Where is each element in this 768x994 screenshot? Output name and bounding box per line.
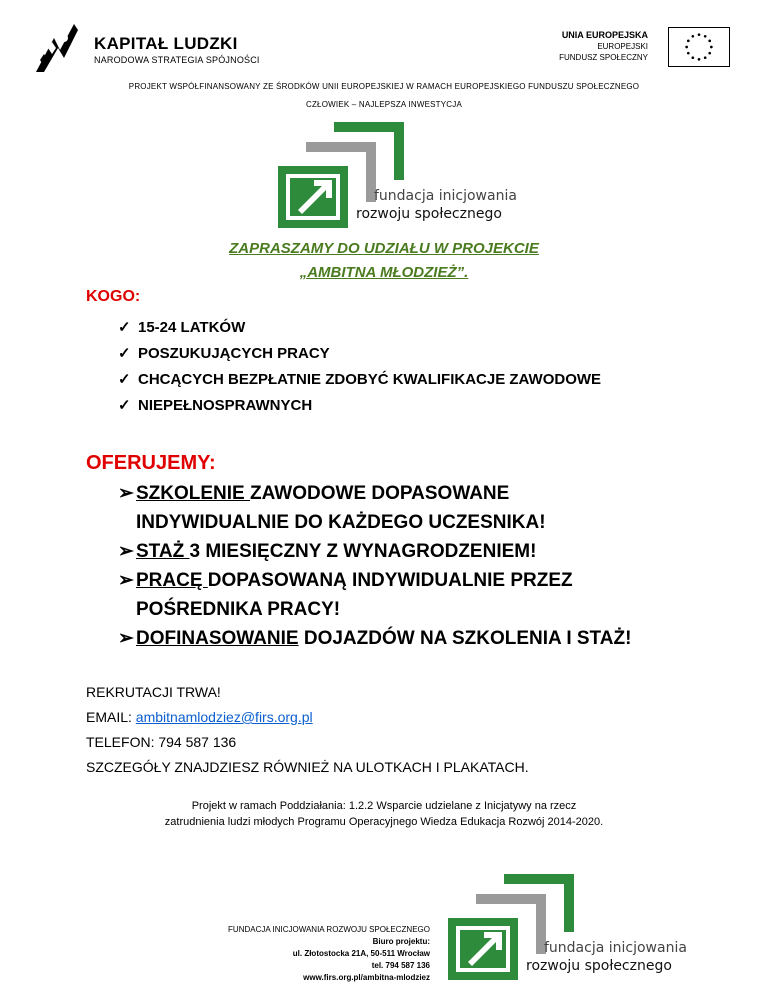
kapital-ludzki-subtitle: NARODOWA STRATEGIA SPÓJNOŚCI xyxy=(94,55,260,65)
eu-star-icon xyxy=(687,52,690,55)
fundacja-logo-bottom xyxy=(446,870,706,982)
project-note: Projekt w ramach Poddziałania: 1.2.2 Wsparcie udzielane z Inicjatywy na rzecz zatrudnienia ludzi młodych Programu Operacyjnego Wiedza Edukacja Rozwój 2014-2020. xyxy=(164,800,604,828)
eu-star-icon xyxy=(687,39,690,42)
offer-item-training: ➢ SZKOLENIE ZAWODOWE DOPASOWANE INDYWIDUALNIE DO KAŻDEGO UCZESNIKA! xyxy=(118,479,678,537)
eu-star-icon xyxy=(685,46,688,49)
invite-line-1: ZAPRASZAMY DO UDZIAŁU W PROJEKCIE xyxy=(229,240,539,257)
fundacja-logo-top xyxy=(276,118,536,230)
kapital-ludzki-title: KAPITAŁ LUDZKI xyxy=(94,34,238,53)
logo-line-2: rozwoju społecznego xyxy=(526,958,672,974)
eu-star-icon xyxy=(708,52,711,55)
offer-heading: OFERUJEMY: xyxy=(86,452,216,474)
kapital-ludzki-logo-icon xyxy=(34,18,80,74)
list-item: ✓ POSZUKUJĄCYCH PRACY xyxy=(118,345,330,362)
eu-title: UNIA EUROPEJSKA xyxy=(561,30,648,40)
check-icon: ✓ xyxy=(118,371,131,388)
email-line: EMAIL: ambitnamlodziez@firs.org.pl xyxy=(86,709,313,725)
logo-line-1: fundacja inicjowania xyxy=(544,940,687,956)
arrow-bullet-icon: ➢ xyxy=(118,628,134,649)
offer-item-commute: ➢ DOFINASOWANIE DOJAZDÓW NA SZKOLENIA I STAŻ! xyxy=(118,624,678,653)
eu-line-2: FUNDUSZ SPOŁECZNY xyxy=(559,53,648,62)
eu-flag-icon xyxy=(668,27,730,67)
eu-star-icon xyxy=(691,35,694,38)
list-item: ✓ NIEPEŁNOSPRAWNYCH xyxy=(118,397,313,414)
invite-line-2: „AMBITNA MŁODZIEŻ”. xyxy=(299,264,469,281)
arrow-bullet-icon: ➢ xyxy=(118,570,134,591)
eu-line-1: EUROPEJSKI xyxy=(597,42,648,51)
eu-star-icon xyxy=(704,56,707,59)
offer-item-job: ➢ PRACĘ DOPASOWANĄ INDYWIDUALNIE PRZEZ POŚREDNIKA PRACY! xyxy=(118,566,678,624)
details-line: SZCZEGÓŁY ZNAJDZIESZ RÓWNIEŻ NA ULOTKACH I PLAKATACH. xyxy=(86,759,529,775)
offer-item-internship: ➢ STAŻ 3 MIESIĘCZNY Z WYNAGRODZENIEM! xyxy=(118,537,678,566)
eu-star-icon xyxy=(710,46,713,49)
eu-star-icon xyxy=(698,33,701,36)
check-icon: ✓ xyxy=(118,319,131,336)
list-item: ✓ CHCĄCYCH BEZPŁATNIE ZDOBYĆ KWALIFIKACJE ZAWODOWE xyxy=(118,371,602,388)
recruitment-text: REKRUTACJI TRWA! xyxy=(86,684,221,700)
cofinance-line: PROJEKT WSPÓŁFINANSOWANY ZE ŚRODKÓW UNII EUROPEJSKIEJ W RAMACH EUROPEJSKIEGO FUNDUSZU SPOŁECZNEGO xyxy=(128,82,640,91)
eu-star-icon xyxy=(704,35,707,38)
eu-star-icon xyxy=(691,56,694,59)
logo-line-2: rozwoju społecznego xyxy=(356,206,502,222)
phone-line: TELEFON: 794 587 136 xyxy=(86,734,237,750)
check-icon: ✓ xyxy=(118,345,131,362)
who-heading: KOGO: xyxy=(86,288,141,305)
list-item: ✓ 15-24 LATKÓW xyxy=(118,319,246,336)
motto-line: CZŁOWIEK – NAJLEPSZA INWESTYCJA xyxy=(305,100,462,109)
arrow-bullet-icon: ➢ xyxy=(118,483,134,504)
eu-star-icon xyxy=(698,58,701,61)
eu-star-icon xyxy=(708,39,711,42)
logo-line-1: fundacja inicjowania xyxy=(374,188,517,204)
arrow-bullet-icon: ➢ xyxy=(118,541,134,562)
footer-address: FUNDACJA INICJOWANIA ROZWOJU SPOŁECZNEGO Biuro projektu: ul. Złotostocka 21A, 50-511 Wrocław tel. 794 587 136 www.firs.org.pl/ambitna-mlodziez xyxy=(228,925,430,982)
check-icon: ✓ xyxy=(118,397,131,414)
eu-text-block xyxy=(559,30,648,63)
email-link[interactable]: ambitnamlodziez@firs.org.pl xyxy=(135,709,313,725)
